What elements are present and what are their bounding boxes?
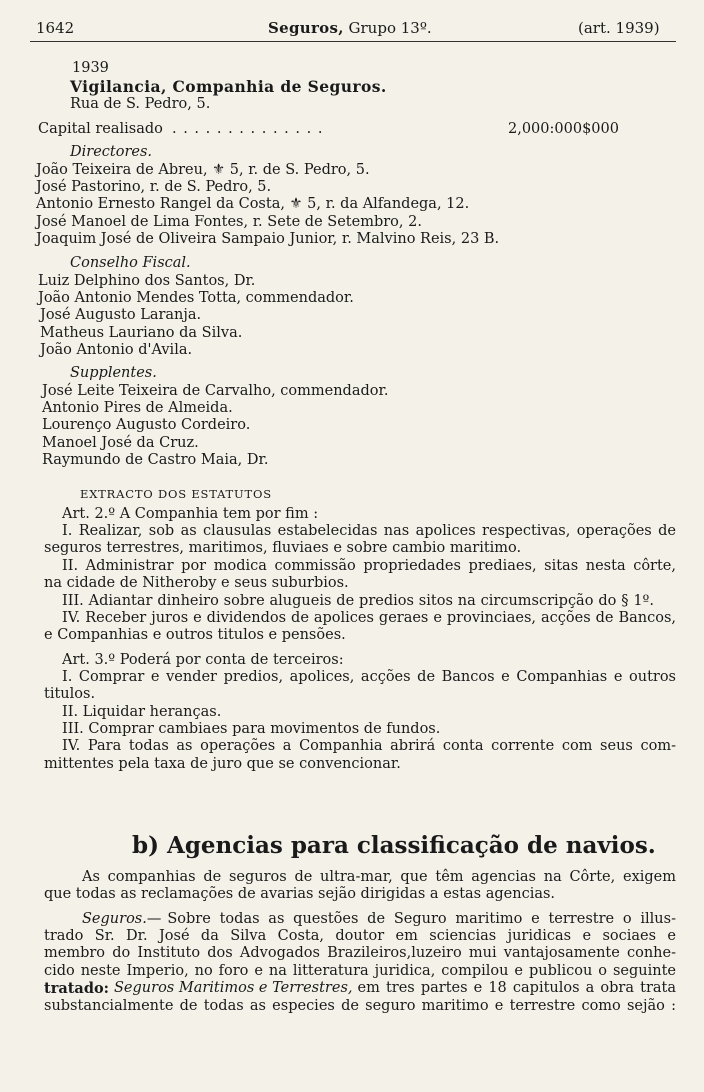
statutes-heading: EXTRACTO DOS ESTATUTOS [80,487,272,501]
statute-line: II. Liquidar heranças. [62,704,222,720]
capital-line [38,121,678,138]
header-title [268,20,432,37]
council-item: João Antonio d'Avila. [40,342,193,358]
director-item: Joaquim José de Oliveira Sampaio Junior, r. Malvino Reis, 23 B. [36,231,500,247]
capital-dots: . . . . . . . . . . . . . . [172,121,324,137]
director-item: Antonio Ernesto Rangel da Costa, ⚜ 5, r. da Alfandega, 12. [36,196,470,212]
statute-line: titulos. [44,686,96,702]
council-item: João Antonio Mendes Totta, commendador. [38,290,354,306]
paragraph-line: As companhias de seguros de ultra-mar, que têm agencias na Côrte, exigem [82,869,676,885]
substitute-item: José Leite Teixeira de Carvalho, commendador. [42,383,389,399]
substitutes-heading: Supplentes. [70,365,157,381]
company-address: Rua de S. Pedro, 5. [70,96,211,112]
council-item: Luiz Delphino dos Santos, Dr. [38,273,256,289]
council-heading: Conselho Fiscal. [70,255,191,271]
paragraph-line: cido neste Imperio, no foro e na litteratura juridica, compilou e publicou o seguinte [44,963,676,979]
tratado-label: tratado: [44,980,109,997]
statute-line: I. Comprar e vender predios, apolices, acções de Bancos e Companhias e outros [62,669,676,685]
council-item: José Augusto Laranja. [40,307,202,323]
statute-line: I. Realizar, sob as clausulas estabelecidas nas apolices respectivas, operações de [62,523,676,539]
paragraph-line: membro do Instituto dos Advogados Brazileiros,luzeiro mui vantajosamente conhe- [44,945,676,961]
capital-value: 2,000:000$000 [508,121,619,137]
substitute-item: Raymundo de Castro Maia, Dr. [42,452,269,468]
substitute-item: Lourenço Augusto Cordeiro. [42,417,251,433]
director-item: José Manoel de Lima Fontes, r. Sete de Setembro, 2. [36,214,422,230]
paragraph-line: substancialmente de todas as especies de seguro maritimo e terrestre como sejão : [44,998,676,1014]
page-number: 1642 [36,19,75,37]
seguros-label: Seguros.— [82,911,162,927]
statute-line: IV. Receber juros e dividendos de apolices geraes e provinciaes, acções de Bancos, [62,610,676,626]
header-article-ref: (art. 1939) [578,19,660,37]
tratado-rest: em tres partes e 18 capitulos a obra trata [357,980,676,996]
capital-label: Capital realisado [38,121,163,137]
paragraph-line [44,980,676,997]
statute-line: mittentes pela taxa de juro que se convencionar. [44,756,401,772]
paragraph-line: que todas as reclamações de avarias sejão dirigidas a estas agencias. [44,886,556,902]
directors-heading: Directores. [70,144,153,160]
director-item: José Pastorino, r. de S. Pedro, 5. [36,179,272,195]
paragraph-line [82,911,676,928]
statute-line: Art. 2.º A Companhia tem por fim : [62,506,319,522]
header-title-bold: Seguros, [268,19,344,37]
council-item: Matheus Lauriano da Silva. [40,325,243,341]
statute-line: e Companhias e outros titulos e pensões. [44,627,346,643]
tratado-title: Seguros Maritimos e Terrestres, [114,980,353,996]
director-item: João Teixeira de Abreu, ⚜ 5, r. de S. Pedro, 5. [36,162,370,178]
paragraph-line: trado Sr. Dr. José da Silva Costa, doutor em sciencias juridicas e sociaes e [44,928,676,944]
statute-line: III. Comprar cambiaes para movimentos de fundos. [62,721,441,737]
entry-number: 1939 [72,60,109,76]
substitute-item: Manoel José da Cruz. [42,435,199,451]
substitute-item: Antonio Pires de Almeida. [42,400,233,416]
statute-line: IV. Para todas as operações a Companhia abrirá conta corrente com seus com- [62,738,676,754]
statute-line: II. Administrar por modica commissão propriedades prediaes, sitas nesta côrte, [62,558,676,574]
statute-line: na cidade de Nitheroby e seus suburbios. [44,575,349,591]
statute-line: Art. 3.º Poderá por conta de terceiros: [62,652,344,668]
statute-line: III. Adiantar dinheiro sobre alugueis de predios sitos na circumscripção do § 1º. [62,593,654,609]
company-name: Vigilancia, Companhia de Seguros. [70,77,387,96]
statute-line: seguros terrestres, maritimos, fluviaes e sobre cambio maritimo. [44,540,522,556]
header-rule [30,41,676,42]
paragraph-text: Sobre todas as questões de Seguro maritimo e terrestre o illus- [167,911,676,927]
section-title: b) Agencias para classificação de navios. [132,832,656,859]
header-title-rest: Grupo 13º. [348,19,432,37]
